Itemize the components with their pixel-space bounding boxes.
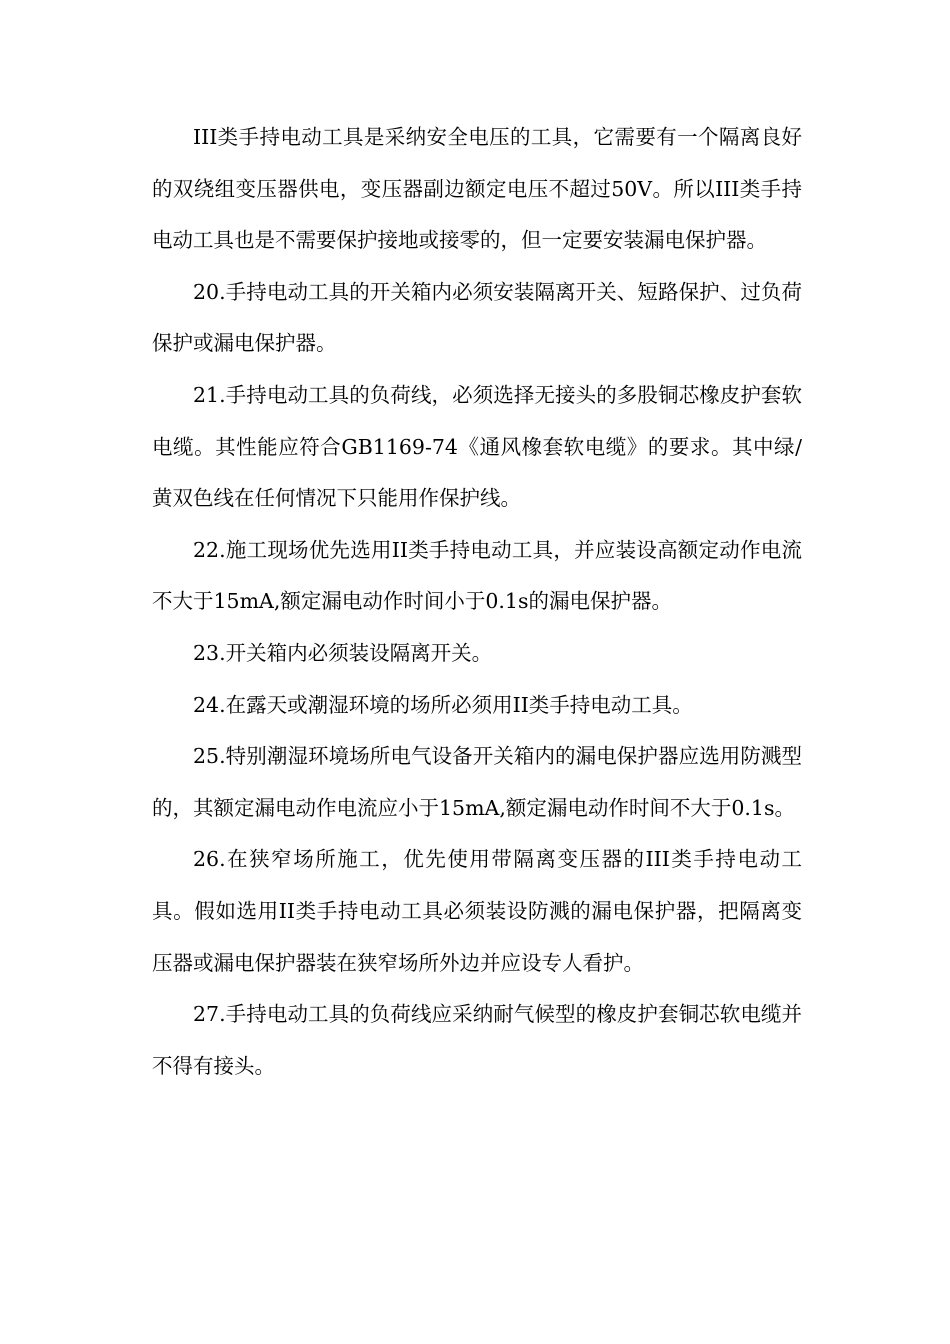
paragraph-iii-class-tools: III类手持电动工具是采纳安全电压的工具，它需要有一个隔离良好的双绕组变压器供电，变压器副边额定电压不超过50V。所以III类手持电动工具也是不需要保护接地或接零的，但一定要安装漏电保护器。 — [152, 125, 802, 253]
paragraph-25: 25.特别潮湿环境场所电气设备开关箱内的漏电保护器应选用防溅型的，其额定漏电动作电流应小于15mA,额定漏电动作时间不大于0.1s。 — [152, 744, 802, 820]
paragraph-20: 20.手持电动工具的开关箱内必须安装隔离开关、短路保护、过负荷保护或漏电保护器。 — [152, 279, 802, 356]
document-body — [152, 112, 802, 1092]
paragraph-22: 22.施工现场优先选用II类手持电动工具，并应装设高额定动作电流不大于15mA,额定漏电动作时间小于0.1s的漏电保护器。 — [152, 537, 802, 614]
paragraph-26: 26.在狭窄场所施工，优先使用带隔离变压器的III类手持电动工具。假如选用II类手持电动工具必须装设防溅的漏电保护器，把隔离变压器或漏电保护器装在狭窄场所外边并应设专人看护。 — [152, 847, 802, 975]
paragraph-27: 27.手持电动工具的负荷线应采纳耐气候型的橡皮护套铜芯软电缆并不得有接头。 — [152, 1002, 802, 1078]
paragraph-21: 21.手持电动工具的负荷线，必须选择无接头的多股铜芯橡皮护套软电缆。其性能应符合GB1169-74《通风橡套软电缆》的要求。其中绿/黄双色线在任何情况下只能用作保护线。 — [152, 382, 802, 511]
paragraph-23: 23.开关箱内必须装设隔离开关。 — [193, 640, 493, 665]
paragraph-24: 24.在露天或潮湿环境的场所必须用II类手持电动工具。 — [193, 692, 693, 717]
